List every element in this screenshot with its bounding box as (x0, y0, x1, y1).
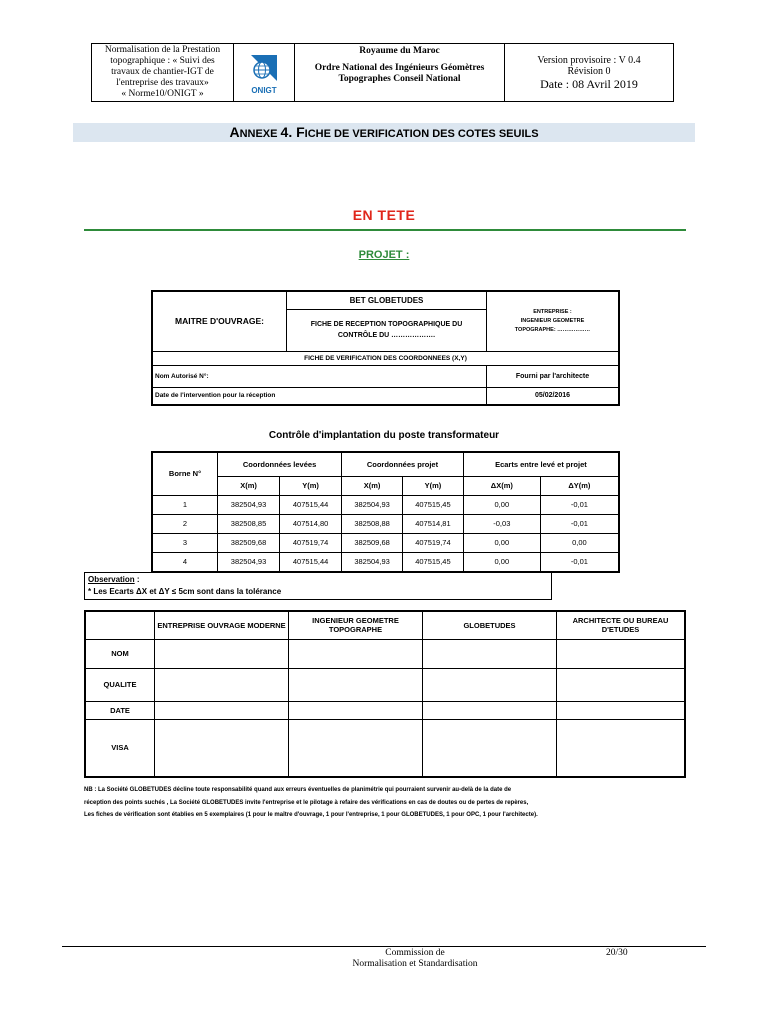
green-divider (84, 229, 686, 231)
bet-cell: BET GLOBETUDES (287, 291, 487, 309)
table-cell: -0,01 (540, 552, 619, 572)
table-cell: 382509,68 (342, 533, 403, 552)
signature-cell[interactable] (423, 701, 557, 719)
table-cell: 2 (152, 514, 218, 533)
projet-header: Coordonnées projet (342, 452, 464, 476)
header-left-line: « Norme10/ONIGT » (121, 89, 204, 99)
date-intervention-label: Date de l'intervention pour la réception (152, 387, 487, 405)
maitre-ouvrage-cell: MAITRE D'OUVRAGE: (152, 291, 287, 351)
signature-cell[interactable] (289, 701, 423, 719)
nb-line: Les fiches de vérification sont établies en 5 exemplaires (1 pour le maître d'ouvrage, 1 pour l'entreprise, 1 pour GLOBETUDES, 1 pour OPC, 1 pour l'architecte). (84, 812, 538, 818)
table-cell: 407519,74 (280, 533, 342, 552)
table-cell: 382504,93 (342, 495, 403, 514)
en-tete-heading: EN TETE (352, 207, 416, 223)
annex-title-part: ICHE DE VERIFICATION DES COTES SEUILS (304, 128, 539, 140)
projet-heading: PROJET : (358, 249, 410, 261)
header-logo-cell (234, 44, 295, 101)
row-header: VISA (85, 719, 155, 777)
table-cell: 0,00 (463, 533, 540, 552)
entreprise-cell (487, 291, 620, 351)
nom-autorise-cell: Nom Autorisé N°: (152, 365, 487, 387)
column-header: ARCHITECTE OU BUREAU D'ETUDES (557, 611, 686, 639)
signature-cell[interactable] (423, 639, 557, 668)
nb-line: réception des points suchés , La Société GLOBETUDES invite l'entreprise et le pilotage à refaire des vérifications en cas de doutes ou de pertes de repères, (84, 799, 529, 806)
sub-header: Y(m) (280, 476, 342, 495)
header-left-line: Normalisation de la Prestation (104, 45, 221, 55)
observation-label: Observation (88, 575, 135, 584)
topographe-label: TOPOGRAPHE: ……………… (514, 326, 591, 333)
onigt-logo-icon (247, 51, 281, 85)
table-row (152, 495, 619, 514)
table-cell: -0,03 (463, 514, 540, 533)
table-cell: 382504,93 (218, 552, 280, 572)
signature-cell[interactable] (155, 668, 289, 701)
ingenieur-label: INGENIEUR GEOMETRE (520, 317, 585, 324)
row-header: QUALITE (85, 668, 155, 701)
coordinates-table (151, 451, 620, 573)
table-cell: 382504,93 (342, 552, 403, 572)
signature-cell[interactable] (423, 719, 557, 777)
table-cell: 407514,81 (402, 514, 463, 533)
table-cell: 407519,74 (402, 533, 463, 552)
nb-line: NB : La Société GLOBETUDES décline toute responsabilité quand aux erreurs éventuelles de planimétrie qui pourraient survenir au-delà de la date de (84, 787, 512, 793)
table-cell: 382508,85 (218, 514, 280, 533)
date-label: Date : 08 Avril 2019 (540, 77, 638, 91)
table-cell: 1 (152, 495, 218, 514)
reception-table (151, 290, 620, 406)
observation-text: * Les Ecarts ΔX et ΔY ≤ 5cm sont dans la tolérance (88, 587, 282, 596)
row-header: NOM (85, 639, 155, 668)
signatures-table (84, 610, 686, 778)
signature-cell[interactable] (557, 719, 686, 777)
table-cell: 407515,44 (280, 552, 342, 572)
logo-text: ONIGT (251, 85, 277, 95)
signature-cell[interactable] (289, 668, 423, 701)
sub-header: Y(m) (402, 476, 463, 495)
signature-cell[interactable] (155, 719, 289, 777)
signature-cell[interactable] (155, 701, 289, 719)
table-cell: 3 (152, 533, 218, 552)
table-cell: 0,00 (540, 533, 619, 552)
signature-cell[interactable] (289, 639, 423, 668)
document-header (91, 43, 674, 102)
signature-cell[interactable] (423, 668, 557, 701)
ecarts-header: Ecarts entre levé et projet (463, 452, 619, 476)
sub-header: X(m) (342, 476, 403, 495)
header-left-line: l'entreprise des travaux» (116, 78, 209, 88)
row-header: DATE (85, 701, 155, 719)
table-cell: -0,01 (540, 495, 619, 514)
observation-colon: : (134, 575, 140, 584)
header-council: Topographes Conseil National (338, 74, 461, 84)
nb-note (84, 784, 694, 822)
fiche-reception-cell: FICHE DE RECEPTION TOPOGRAPHIQUE DU CONTRÔLE DU ………………. (287, 309, 487, 351)
header-country: Royaume du Maroc (359, 46, 440, 56)
table-cell: 382504,93 (218, 495, 280, 514)
table-cell: 407515,45 (402, 552, 463, 572)
observation-box (84, 572, 552, 600)
header-left-line: travaux de chantier-IGT de (111, 67, 214, 77)
footer-commission (345, 948, 485, 970)
table-cell: 407515,45 (402, 495, 463, 514)
table-row (152, 552, 619, 572)
date-intervention-value: 05/02/2016 (487, 387, 620, 405)
header-left-cell (92, 44, 234, 101)
corner-cell (85, 611, 155, 639)
signature-cell[interactable] (155, 639, 289, 668)
signature-cell[interactable] (289, 719, 423, 777)
sub-header: ΔX(m) (463, 476, 540, 495)
borne-header: Borne N° (152, 452, 218, 495)
table-row (152, 533, 619, 552)
fiche-coord-cell: FICHE DE VERIFICATION DES COORDONNEES (X,Y) (152, 351, 619, 365)
table-row (152, 514, 619, 533)
levees-header: Coordonnées levées (218, 452, 342, 476)
header-center-cell (295, 44, 505, 101)
column-header: ENTREPRISE OUVRAGE MODERNE (155, 611, 289, 639)
footer-line: Normalisation et Standardisation (352, 959, 478, 969)
header-order: Ordre National des Ingénieurs Géomètres (314, 63, 485, 73)
table-cell: 407515,44 (280, 495, 342, 514)
header-right-cell (505, 44, 673, 101)
revision-label: Révision 0 (567, 66, 611, 77)
footer-line: Commission de (385, 948, 445, 958)
column-header: INGENIEUR GEOMETRE TOPOGRAPHE (289, 611, 423, 639)
controle-title: Contrôle d'implantation du poste transformateur (268, 430, 500, 441)
annex-title-part: NNEXE (239, 128, 281, 140)
sub-header: X(m) (218, 476, 280, 495)
table-cell: 0,00 (463, 552, 540, 572)
annex-title (73, 123, 695, 142)
annex-title-part: F (296, 124, 305, 140)
sub-header: ΔY(m) (540, 476, 619, 495)
table-cell: -0,01 (540, 514, 619, 533)
footer-divider (62, 946, 706, 947)
fourni-cell: Fourni par l'architecte (487, 365, 620, 387)
annex-title-part: A (229, 124, 240, 140)
table-cell: 4 (152, 552, 218, 572)
column-header: GLOBETUDES (423, 611, 557, 639)
signature-cell[interactable] (557, 668, 686, 701)
signature-cell[interactable] (557, 639, 686, 668)
table-cell: 0,00 (463, 495, 540, 514)
table-cell: 407514,80 (280, 514, 342, 533)
table-cell: 382508,88 (342, 514, 403, 533)
signature-cell[interactable] (557, 701, 686, 719)
entreprise-label: ENTREPRISE : (533, 308, 572, 315)
header-left-line: topographique : « Suivi des (110, 56, 215, 66)
table-cell: 382509,68 (218, 533, 280, 552)
page-number: 20/30 (606, 948, 628, 958)
version-label: Version provisoire : V 0.4 (537, 55, 641, 66)
annex-title-part: 4. (280, 124, 297, 140)
